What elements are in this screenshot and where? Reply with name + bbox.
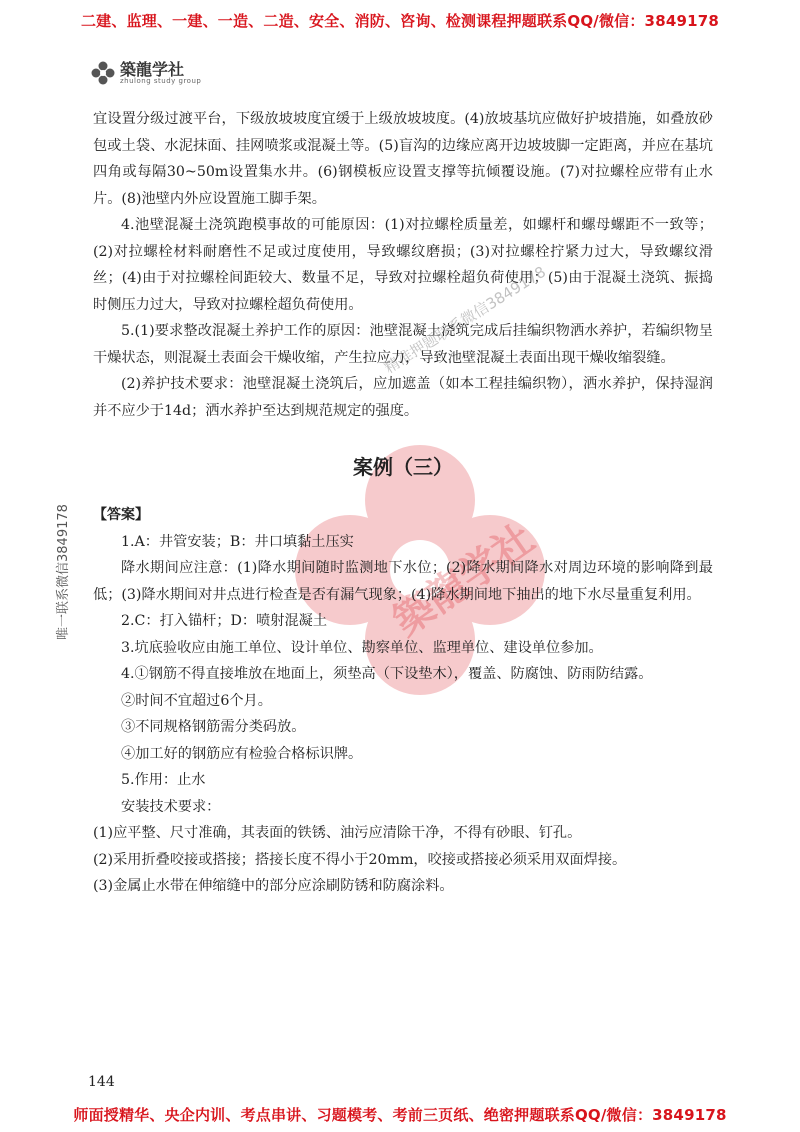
paragraph: 4.池壁混凝土浇筑跑模事故的可能原因：(1)对拉螺栓质量差，如螺杆和螺母螺距不一致等；(2)对拉螺栓材料耐磨性不足或过度使用，导致螺纹磨损；(3)对拉螺栓拧紧力过大，导致螺纹滑丝；(4)由于对拉螺栓间距较大、数量不足，导致对拉螺栓超负荷使用；(5)由于混凝土浇筑、振捣时侧压力过大，导致对拉螺栓超负荷使用。: [93, 217, 713, 313]
page-content: [93, 106, 713, 900]
center-watermark-text: 築龍学社: [385, 515, 543, 646]
paragraph: 5.(1)要求整改混凝土养护工作的原因：池壁混凝土浇筑完成后挂编织物洒水养护，若编织物呈干燥状态，则混凝土表面会干燥收缩，产生拉应力，导致池壁混凝土表面出现干燥收缩裂缝。: [93, 323, 713, 366]
answer-line: (2)采用折叠咬接或搭接；搭接长度不得小于20mm，咬接或搭接必须采用双面焊接。: [93, 851, 627, 868]
footer-banner: 师面授精华、央企内训、考点串讲、习题模考、考前三页纸、绝密押题联系QQ/微信：3849178: [73, 1106, 727, 1124]
answer-line: 2.C：打入锚杆；D：喷射混凝土: [121, 613, 328, 629]
answer-line: 安装技术要求：: [121, 798, 221, 815]
answer-line: ②时间不宜超过6个月。: [121, 692, 272, 709]
answer-line: ③不同规格钢筋需分类码放。: [121, 719, 306, 735]
logo-name: 築龍学社: [120, 59, 185, 79]
diagonal-watermark: 精准押题联系微信3849178: [381, 262, 550, 377]
header-banner: 二建、监理、一建、一造、二造、安全、消防、咨询、检测课程押题联系QQ/微信：3849178: [80, 12, 720, 30]
answer-label: 【答案】: [93, 507, 149, 523]
answer-line: 1.A：井管安装；B：井口填黏土压实: [121, 533, 354, 550]
answer-line: 4.①钢筋不得直接堆放在地面上，须垫高（下设垫木），覆盖、防腐蚀、防雨防结露。: [121, 666, 653, 682]
answer-line: (1)应平整、尺寸准确，其表面的铁锈、油污应清除干净，不得有砂眼、钉孔。: [93, 825, 582, 841]
paragraph: (2)养护技术要求：池壁混凝土浇筑后，应加遮盖（如本工程挂编织物），洒水养护，保持湿润并不应少于14d；洒水养护至达到规范规定的强度。: [93, 376, 713, 419]
logo-subtitle: zhulong study group: [120, 76, 202, 85]
case-title: 案例（三）: [353, 455, 453, 479]
answer-line: 降水期间应注意：(1)降水期间随时监测地下水位；(2)降水期间降水对周边环境的影响降到最低；(3)降水期间对井点进行检查是否有漏气现象；(4)降水期间地下抽出的地下水尽量重复利用。: [93, 560, 713, 603]
answer-line: 3.坑底验收应由施工单位、设计单位、勘察单位、监理单位、建设单位参加。: [121, 639, 603, 656]
logo: [90, 58, 201, 88]
page-number: 144: [88, 1074, 115, 1090]
side-watermark: 唯一联系微信3849178: [56, 504, 71, 640]
answer-line: (3)金属止水带在伸缩缝中的部分应涂刷防锈和防腐涂料。: [93, 878, 454, 894]
answer-line: 5.作用：止水: [121, 772, 206, 788]
answer-line: ④加工好的钢筋应有检验合格标识牌。: [121, 745, 363, 762]
paragraph: 宜设置分级过渡平台，下级放坡坡度宜缓于上级放坡坡度。(4)放坡基坑应做好护坡措施，如叠放砂包或土袋、水泥抹面、挂网喷浆或混凝土等。(5)盲沟的边缘应离开边坡坡脚一定距离，并应在基坑四角或每隔30~50m设置集水井。(6)钢模板应设置支撑等抗倾覆设施。(7)对拉螺栓应带有止水片。(8)池壁内外应设置施工脚手架。: [93, 111, 713, 207]
logo-flower-icon: [90, 60, 116, 86]
